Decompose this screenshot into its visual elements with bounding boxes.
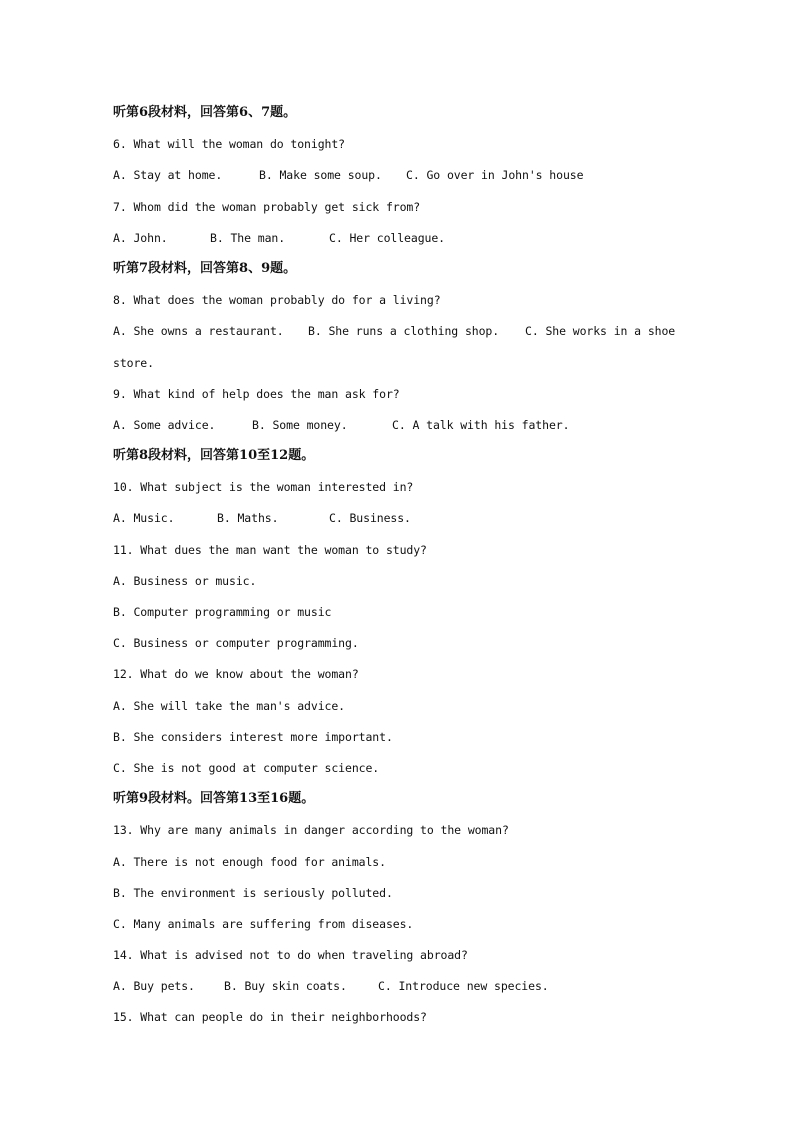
question-text: 7. Whom did the woman probably get sick from?	[113, 199, 421, 214]
option: C. She is not good at computer science.	[113, 760, 380, 775]
question-text: 14. What is advised not to do when traveling abroad?	[113, 948, 468, 963]
option: B. The man.	[210, 230, 286, 245]
option: C. She works in a shoe	[525, 324, 676, 339]
section-heading: 听第8段材料，回答第10至12题。	[113, 448, 315, 464]
option: B. Maths.	[217, 511, 279, 526]
option: A. Business or music.	[113, 573, 257, 588]
document-page	[113, 101, 693, 1037]
option: C. A talk with his father.	[392, 417, 570, 432]
option: C. Go over in John's house	[406, 168, 584, 183]
question-text: 8. What does the woman probably do for a living?	[113, 293, 441, 308]
question-text: 11. What dues the man want the woman to study?	[113, 542, 427, 557]
option: A. John.	[113, 230, 168, 245]
option: B. Computer programming or music	[113, 605, 332, 619]
option: store.	[113, 355, 154, 370]
options-line	[113, 974, 693, 1005]
option: C. Business or computer programming.	[113, 636, 359, 651]
options-line	[113, 163, 693, 194]
options-line	[113, 506, 693, 537]
options-line	[113, 413, 693, 444]
question-text: 15. What can people do in their neighborhoods?	[113, 1010, 427, 1025]
question-text: 9. What kind of help does the man ask for?	[113, 386, 400, 401]
option: B. Make some soup.	[259, 168, 382, 183]
option: A. She owns a restaurant.	[113, 324, 284, 339]
option: A. There is not enough food for animals.	[113, 854, 386, 869]
option: B. The environment is seriously polluted.	[113, 885, 393, 900]
question-text: 13. Why are many animals in danger according to the woman?	[113, 823, 509, 838]
option: B. She considers interest more important.	[113, 729, 393, 744]
options-line-continuation	[113, 351, 693, 382]
section-heading: 听第7段材料，回答第8、9题。	[113, 260, 297, 276]
question-text: 6. What will the woman do tonight?	[113, 137, 346, 152]
option: A. Some advice.	[113, 417, 216, 432]
options-line	[113, 226, 693, 257]
option: B. Some money.	[252, 417, 348, 432]
option: A. She will take the man's advice.	[113, 698, 346, 713]
options-line	[113, 319, 693, 350]
option: A. Stay at home.	[113, 168, 223, 183]
option: C. Her colleague.	[329, 230, 446, 245]
option: C. Introduce new species.	[378, 979, 549, 994]
option: B. Buy skin coats.	[224, 979, 347, 994]
question-text: 10. What subject is the woman interested in?	[113, 480, 414, 495]
option: A. Buy pets.	[113, 979, 195, 994]
section-heading: 听第9段材料。回答第13至16题。	[113, 791, 315, 807]
question-text: 12. What do we know about the woman?	[113, 667, 359, 682]
option: C. Many animals are suffering from diseases.	[113, 916, 414, 931]
section-heading: 听第6段材料，回答第6、7题。	[113, 105, 297, 120]
option: B. She runs a clothing shop.	[308, 324, 500, 339]
option: A. Music.	[113, 511, 175, 526]
option: C. Business.	[329, 511, 411, 526]
